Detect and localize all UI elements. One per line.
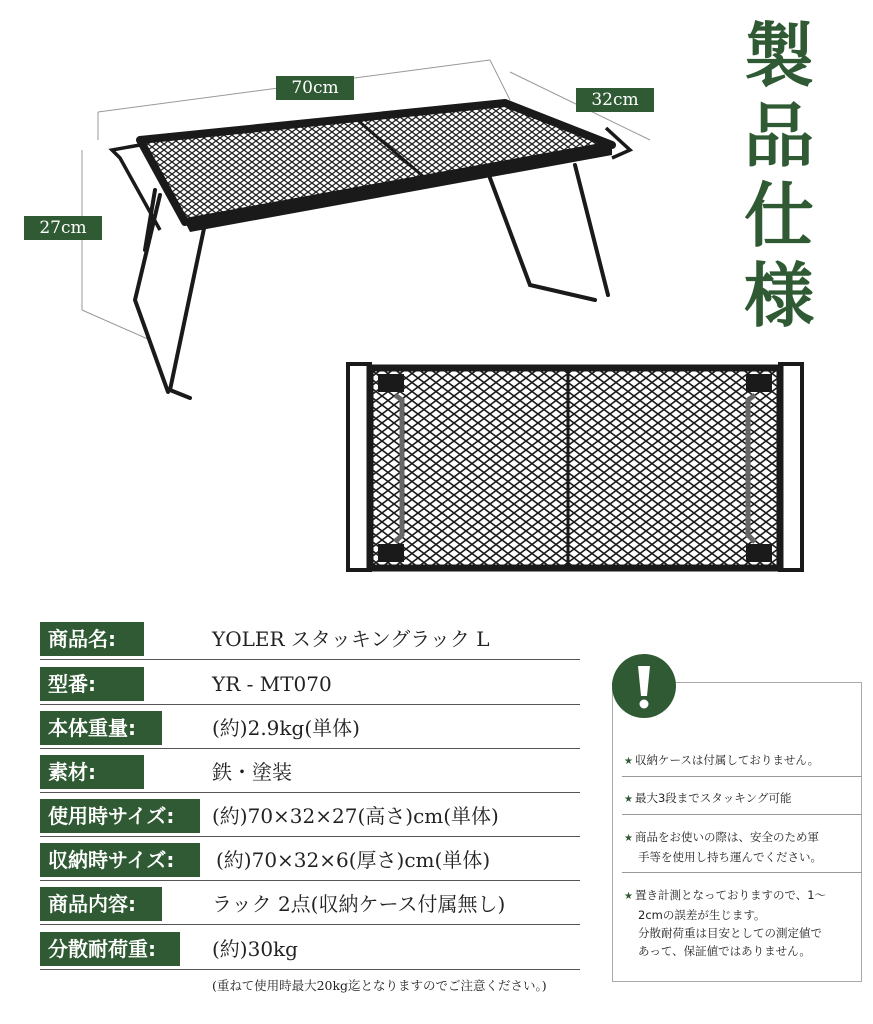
spec-row-size-stored <box>40 843 580 883</box>
spec-row-size-in-use <box>40 799 580 839</box>
height-dimension-label: 27cm <box>24 216 102 240</box>
exclamation-icon <box>612 654 676 718</box>
spec-row-model-number <box>40 667 580 707</box>
spec-row-weight <box>40 711 580 751</box>
spec-value: YR - MT070 <box>212 672 332 696</box>
spec-label: 収納時サイズ: <box>40 843 200 877</box>
spec-label: 使用時サイズ: <box>40 799 200 833</box>
spec-label: 素材: <box>40 755 144 789</box>
title-char: 仕 <box>744 175 814 257</box>
rack-top-view-image <box>340 360 810 580</box>
width-dimension-label: 70cm <box>276 76 354 100</box>
spec-row-contents <box>40 887 580 927</box>
notice-item: ★ 置き計測となっておりますので、1～ 2cmの誤差が生じます。 分散耐荷重は目安としての測定値で あって、保証値ではありません。 <box>624 888 827 958</box>
notice-item: ★ 商品をお使いの際は、安全のため軍 手等を使用し持ち運んでください。 <box>624 830 822 864</box>
title-char: 品 <box>744 95 814 177</box>
spec-label: 本体重量: <box>40 711 162 745</box>
spec-value: (約)2.9kg(単体) <box>212 716 360 740</box>
spec-row-material <box>40 755 580 795</box>
spec-label: 型番: <box>40 667 144 701</box>
notice-item: ★ 最大3段までスタッキング可能 <box>624 791 792 805</box>
dimension-lines <box>82 60 650 340</box>
load-capacity-footnote: (重ねて使用時最大20kg迄となりますのでご注意ください。) <box>212 978 547 993</box>
rack-perspective-image <box>0 0 700 410</box>
spec-value: 鉄・塗装 <box>212 760 292 784</box>
notice-item: ★ 収納ケースは付属しておりません。 <box>624 753 820 767</box>
spec-value: ラック 2点(収納ケース付属無し) <box>212 892 506 916</box>
spec-row-product-name <box>40 622 580 662</box>
spec-value: (約)70×32×27(高さ)cm(単体) <box>212 804 499 828</box>
spec-label: 分散耐荷重: <box>40 932 180 966</box>
spec-value: YOLER スタッキングラック L <box>212 627 490 651</box>
spec-label: 商品名: <box>40 622 144 656</box>
title-char: 様 <box>744 255 814 337</box>
title-char: 製 <box>744 15 814 97</box>
spec-label: 商品内容: <box>40 887 162 921</box>
spec-row-load-capacity <box>40 932 580 972</box>
depth-dimension-label: 32cm <box>576 88 654 112</box>
spec-value: (約)30kg <box>212 937 298 961</box>
spec-value: (約)70×32×6(厚さ)cm(単体) <box>216 848 491 872</box>
